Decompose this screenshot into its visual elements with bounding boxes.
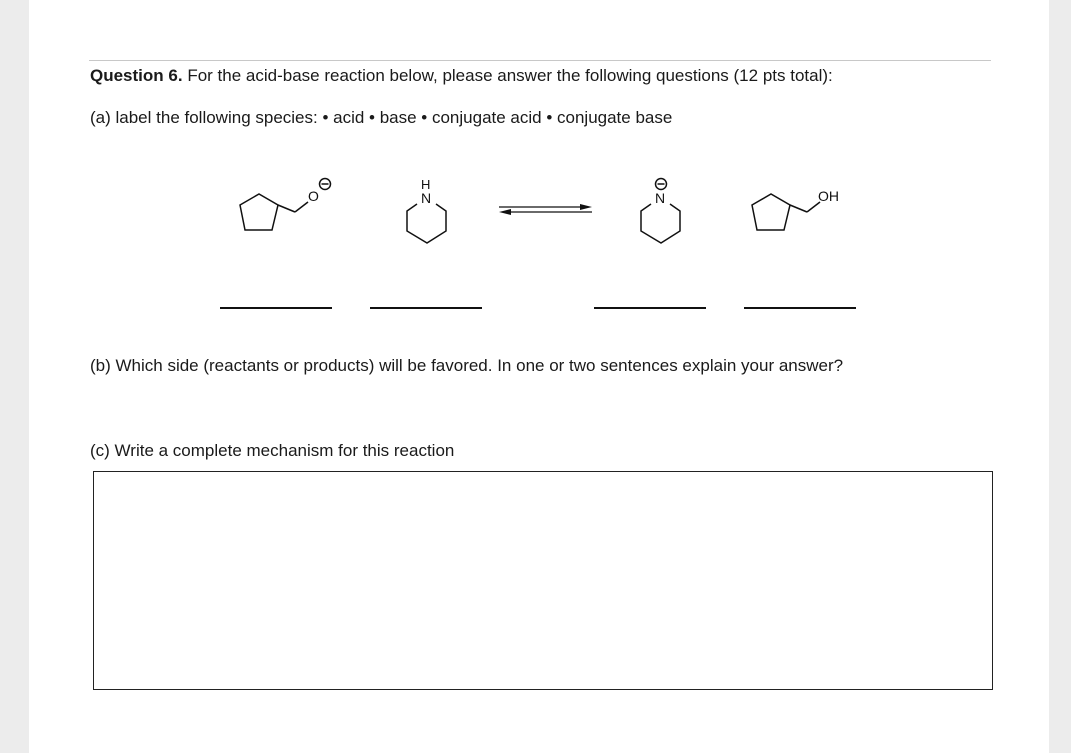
piperidine-ring [407,204,446,243]
answer-blank-alkoxide[interactable] [220,307,332,309]
forward-arrowhead-icon [580,204,592,210]
alkoxide-oxygen-label: O [308,188,319,204]
worksheet-page [29,0,1049,753]
question-prompt: For the acid-base reaction below, please answer the following questions (12 pts total): [187,66,833,85]
answer-blank-piperidine[interactable] [370,307,482,309]
cyclopentane-ring [752,194,790,230]
piperidide-ring [641,204,680,243]
cyclopentane-ring [240,194,278,230]
part-c-prompt: (c) Write a complete mechanism for this reaction [90,441,455,460]
cyclopentylmethanol-structure [752,194,820,230]
piperidine-n-label: N [421,190,432,206]
piperidide-structure [641,179,680,244]
alcohol-oh-label: OH [818,188,839,204]
reaction-scheme [29,0,1049,300]
part-b-prompt: (b) Which side (reactants or products) will be favored. In one or two sentences explain your answer? [90,356,844,375]
cyclopentylmethoxide-structure [240,179,331,231]
piperidine-h-label: H [421,177,431,192]
piperidine-structure [407,204,446,243]
answer-blank-piperidide[interactable] [594,307,706,309]
answer-blank-alcohol[interactable] [744,307,856,309]
mechanism-answer-box[interactable] [93,471,993,690]
question-number: Question 6. [90,66,183,85]
part-a-prompt: (a) label the following species: • acid • base • conjugate acid • conjugate base [90,108,673,127]
c-o-bond [295,202,308,212]
ch2-bond [278,205,295,212]
reverse-arrowhead-icon [499,209,511,215]
piperidide-n-label: N [655,190,666,206]
equilibrium-arrow [499,204,592,215]
ch2-bond [790,205,807,212]
